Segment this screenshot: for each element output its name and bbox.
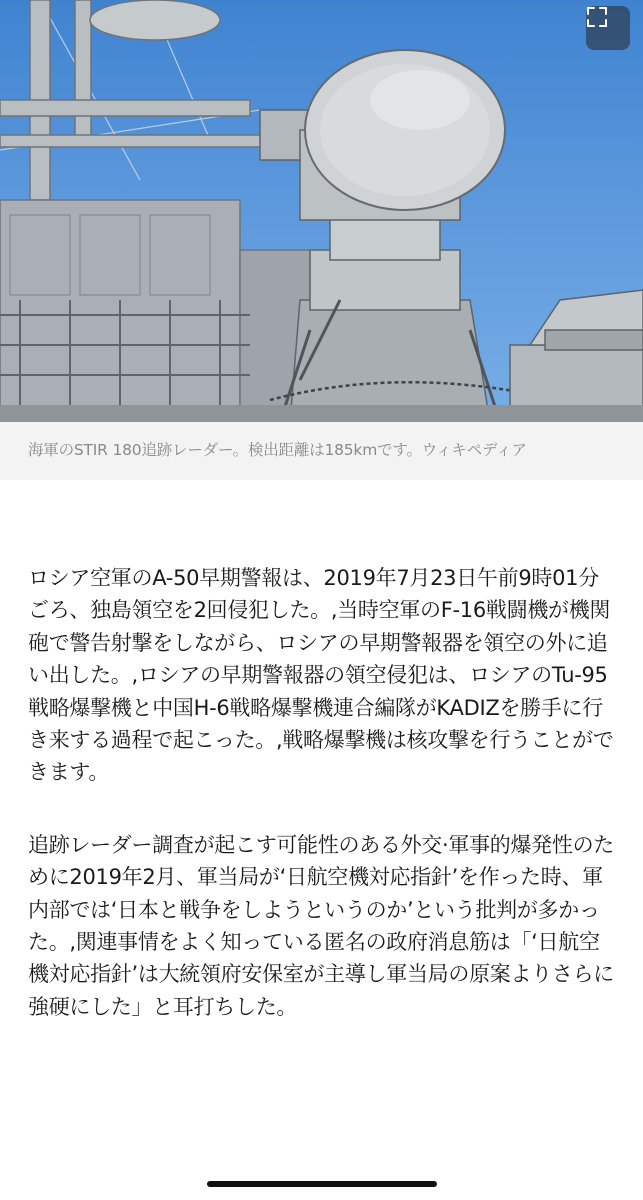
photo-caption-bar (0, 422, 643, 480)
home-indicator[interactable] (207, 1181, 437, 1187)
radar-photo-illustration (0, 0, 643, 422)
expand-button[interactable] (586, 6, 630, 50)
article-photo[interactable] (0, 0, 643, 422)
article-paragraph-1: ロシア空軍のA-50早期警報は、2019年7月23日午前9時01分ごろ、独島領空を2回侵犯した。,当時空軍のF-16戦闘機が機関砲で警告射撃をしながら、ロシアの早期警報器を領空の外に追い出した。,ロシアの早期警報器の領空侵犯は、ロシアのTu-95戦略爆撃機と中国H-6戦略爆撃機連合編隊がKADIZを勝手に行き来する過程で起こった。,戦略爆撃機は核攻撃を行うことができます。 (28, 566, 614, 785)
photo-caption: 海軍のSTIR 180追跡レーダー。検出距離は185kmです。ウィキペディア (28, 441, 527, 459)
expand-icon (586, 6, 608, 28)
article-paragraph-2: 追跡レーダー調査が起こす可能性のある外交·軍事的爆発性のために2019年2月、軍当局が‘日航空機対応指針’を作った時、軍内部では‘日本と戦争をしようというのか’という批判が多かった。,関連事情をよく知っている匿名の政府消息筋は「‘日航空機対応指針’は大統領府安保室が主導し軍当局の原案よりさらに強硬にした」と耳打ちした。 (28, 832, 614, 1019)
article-body (28, 562, 618, 1023)
